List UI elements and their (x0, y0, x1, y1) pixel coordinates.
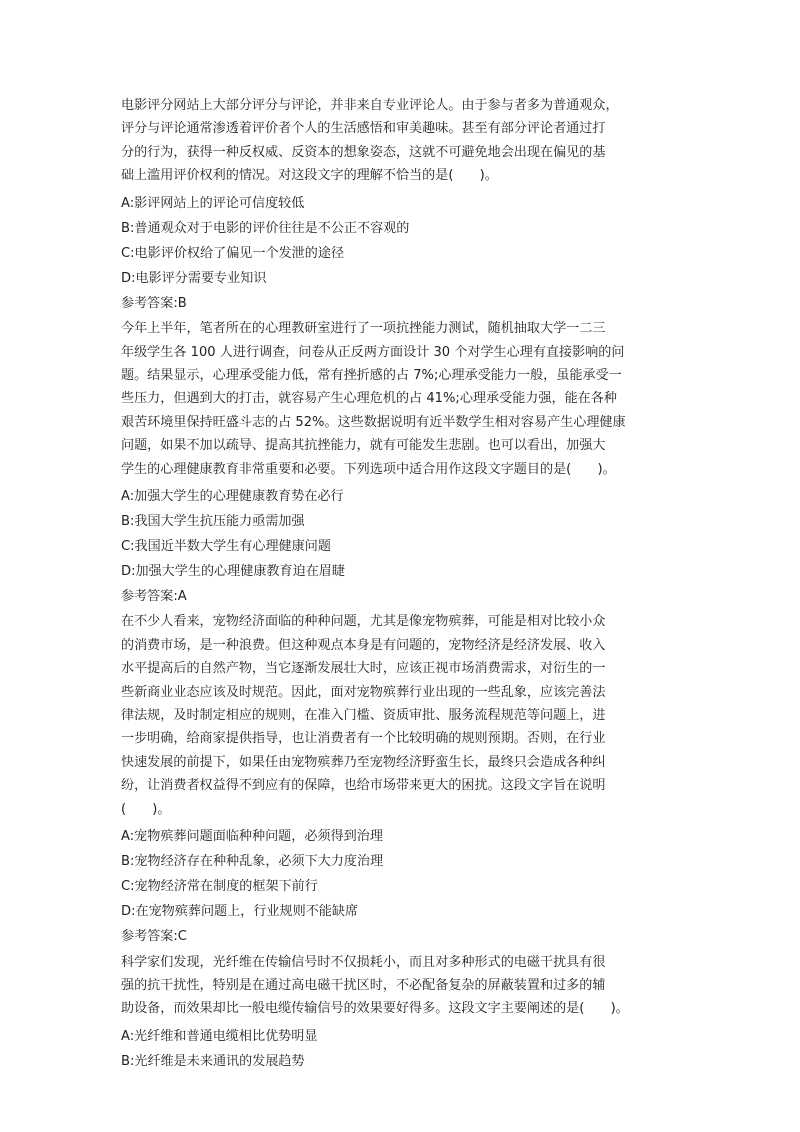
question-stem (121, 94, 686, 188)
option-b: B:普通观众对于电影的评价往往是不公正不容观的 (121, 220, 410, 236)
question-4 (121, 951, 686, 1074)
stem-line: 一步明确，给商家提供指导，也让消费者有一个比较明确的规则预期。否则，在行业 (121, 731, 606, 747)
stem-line: 分的行为，获得一种反权威、反资本的想象姿态，这就不可避免地会出现在偏见的基 (121, 144, 606, 160)
stem-line: 今年上半年，笔者所在的心理教研室进行了一项抗挫能力测试，随机抽取大学一二三 (121, 321, 606, 337)
stem-line: 学生的心理健康教育非常重要和必要。下列选项中适合用作这段文字题目的是( )。 (121, 461, 616, 477)
stem-line: 律法规，及时制定相应的规则，在准入门槛、资质审批、服务流程规范等问题上，进 (121, 708, 606, 724)
stem-line: 快速发展的前提下，如果任由宠物殡葬乃至宠物经济野蛮生长，最终只会造成各种纠 (121, 754, 606, 770)
question-stem (121, 951, 686, 1021)
question-stem (121, 317, 686, 481)
question-2 (121, 317, 686, 609)
option-a: A:影评网站上的评论可信度较低 (121, 195, 305, 211)
stem-line: 科学家们发现，光纤维在传输信号时不仅损耗小，而且对多种形式的电磁干扰具有很 (121, 954, 606, 970)
option-c: C:宠物经济常在制度的框架下前行 (121, 879, 318, 895)
option-c: C:我国近半数大学生有心理健康问题 (121, 539, 331, 555)
option-b: B:我国大学生抗压能力亟需加强 (121, 514, 305, 530)
stem-line: 助设备，而效果却比一般电缆传输信号的效果要好得多。这段文字主要阐述的是( )。 (121, 1001, 629, 1017)
option-a: A:宠物殡葬问题面临种种问题，必须得到治理 (121, 829, 383, 845)
option-d: D:在宠物殡葬问题上，行业规则不能缺席 (121, 904, 359, 920)
stem-line: 水平提高后的自然产物，当它逐渐发展壮大时，应该正视市场消费需求，对衍生的一 (121, 661, 606, 677)
stem-line: 电影评分网站上大部分评分与评论，并非来自专业评论人。由于参与者多为普通观众， (121, 98, 619, 113)
option-a: A:光纤维和普通电缆相比优势明显 (121, 1028, 318, 1044)
stem-line: 在不少人看来，宠物经济面临的种种问题，尤其是像宠物殡葬，可能是相对比较小众 (121, 614, 606, 630)
stem-line: 的消费市场，是一种浪费。但这种观点本身是有问题的，宠物经济是经济发展、收入 (121, 637, 606, 653)
option-b: B:宠物经济存在种种乱象，必须下大力度治理 (121, 854, 384, 870)
stem-line: 艰苦环境里保持旺盛斗志的占 52%。这些数据说明有近半数学生相对容易产生心理健康 (121, 414, 626, 430)
option-d: D:电影评分需要专业知识 (121, 270, 267, 286)
stem-line: 些新商业业态应该及时规范。因此，面对宠物殡葬行业出现的一些乱象，应该完善法 (121, 684, 606, 700)
option-d: D:加强大学生的心理健康教育迫在眉睫 (121, 564, 345, 580)
stem-line: 些压力，但遇到大的打击，就容易产生心理危机的占 41%;心理承受能力强，能在各种 (121, 391, 617, 407)
question-stem (121, 610, 686, 821)
stem-line: 评分与评论通常渗透着评价者个人的生活感悟和审美趣味。甚至有部分评论者通过打 (121, 121, 606, 137)
stem-line: 纷，让消费者权益得不到应有的保障，也给市场带来更大的困扰。这段文字旨在说明 (121, 778, 606, 794)
stem-line: 年级学生各 100 人进行调查，问卷从正反两方面设计 30 个对学生心理有直接影响的问 (121, 344, 625, 360)
stem-line: ( )。 (121, 801, 171, 817)
question-3 (121, 610, 686, 948)
reference-answer: 参考答案:B (121, 296, 187, 311)
question-1 (121, 94, 686, 315)
stem-line: 题。结果显示，心理承受能力低，常有挫折感的占 7%;心理承受能力一般，虽能承受一 (121, 367, 622, 383)
option-a: A:加强大学生的心理健康教育势在必行 (121, 488, 344, 504)
stem-line: 强的抗干扰性，特别是在通过高电磁干扰区时，不必配备复杂的屏蔽装置和过多的辅 (121, 977, 606, 993)
stem-line: 础上滥用评价权利的情况。对这段文字的理解不恰当的是( )。 (121, 168, 498, 184)
question-list (121, 94, 686, 1075)
stem-line: 问题，如果不加以疏导、提高其抗挫能力，就有可能发生悲剧。也可以看出，加强大 (121, 438, 606, 454)
option-b: B:光纤维是未来通讯的发展趋势 (121, 1053, 305, 1069)
option-c: C:电影评价权给了偏见一个发泄的途径 (121, 245, 345, 261)
reference-answer: 参考答案:A (121, 589, 187, 605)
reference-answer: 参考答案:C (121, 929, 187, 945)
